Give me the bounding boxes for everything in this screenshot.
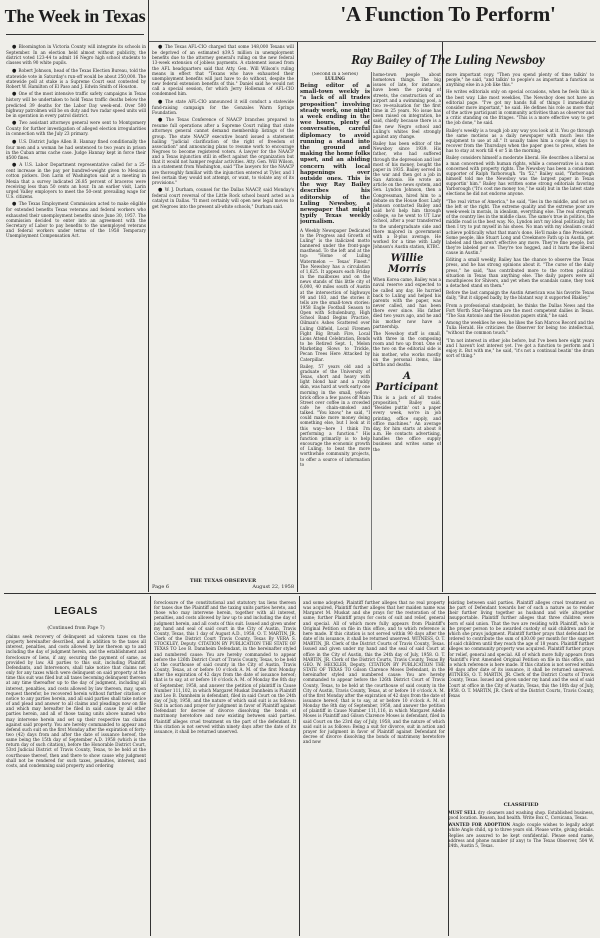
legals-column-2: foreclosure of the constitutional and statutory tax liens thereon for taxes due the Plaintiff and the taxing units parties hereto, and those who may intervene herein, together with all interest, penalties, and costs allowed by law up to and including the day of judgment herein, and all costs of this suit. Issued and given under my hand and seal of said court in the City of Austin, Travis County, Texas, this 1 day of August A.D., 1958. O. T. MARTIN, JR. Clerk of the District Court Travis County, Texas By VERA S. STOCKLEY, Deputy. CITATION BY PUBLICATION THE STATE OF TEXAS TO Leo B. Dannheim Defendant, in the hereinafter styled and numbered cause: You are hereby commanded to appear before the 126th District Court of Travis County, Texas, to be held at the courthouse of said county in the City of Austin, Travis County, Texas, at or before 10 o'clock A. M. of the first Monday after the expiration of 42 days from the date of issuance hereof; that is to say, at or before 10 o'clock A. M. of Monday the 8th day of September, 1958, and answer the petition of plaintiff in Cause Number 111,102, in which Margaret Muskat Dannheim is Plaintiff and Leo B. Dannheim is defendant, filed in said Court on the 24th day of July, 1958, and the nature of which said suit is as follows: Suit in action and prayer for judgment in favor of Plaintiff against Defendant for decree of divorce dissolving the bonds of matrimony heretofore and now existing between said parties. Plaintiff alleges cruel treatment on the part of the defendant. If this citation is not served within ninety days after the date of its issuance, it shall be returned unserved. [154, 600, 296, 734]
body-paragraph: "I'm not interest in other jobs before, but I've been here eight years and I haven't lost interest yet. I've got a function to perform and I enjoy it. But with me," he said, "it's not a continual beatin' the drum sort of thing." [446, 337, 594, 358]
body-paragraph: Bailey has been editor of the Newsboy since 1939. His father, who had suffered through the depression and lost most of his money, bought the paper in 1935. Bailey served in the war and then got a job in San Antonio. He wrote an article on the news system, and Sen. Lyndon Johnson, then a Congressman, hired him to a debate on the House floor. Lady Johnson contacted Bailey and said he'd help him through college, so he went to UT Law School, after a year transferred to the undergraduate side and there majored in government with a B-plus average. He worked for a time with Lady Johnson's Austin station, KTBC. [373, 141, 441, 250]
body-paragraph: He writes editorials only on special occasions, when he feels this is the best way. Like most weeklies, The Newsboy does not have an editorial page. "I've got my hands full of things I immediately consider more important," he said. He defines his role as more that of the active participant in community activities than as observer and a critic standing on the fringes. "This is a more effective way to get the job done," he said. [446, 89, 594, 126]
week-item: ● The Texas Employment Commission acted to make eligible for extended benefits Texas veterans and federal workers who exhausted their unemployment benefits since June 30, 1957. The commission decided to enter into an agreement with the Secretary of Labor to pay benefits to the unemployed veterans and federal workers under terms of the 1958 Temporary Unemployment Compensation Act. [6, 201, 146, 238]
issue-date: August 22, 1958 [252, 584, 294, 590]
week-item: ● U.S. District Judge Allen B. Hannay fined conditionally the four men and a woman he had sentenced to two years in prison in the Cuban arms cache case. Judge Hannay kept in force their $500 fines. [6, 139, 146, 161]
week-column-left [6, 44, 146, 590]
body-paragraph: Bailey's weekly is a tough job any way you look at it. You go through the same motions as a daily newspaper with much less the equipment to use at all." It usually takes him a couple of days to recover from the Thursdays when the paper goes to press, when he has to stay at work till 4 or 5 in the morning. [446, 127, 594, 154]
ad-heading: WANTED FOR ADOPTION [448, 822, 511, 828]
body-paragraph: "The real virtue of America," he said, "lies in the middle, and not on the left or the right. The extreme quality and the extreme poor are week-week in morals, in idealism, everything else. The real strength of the country lies in the middle class. The same's true in politics, the middle road is the best way. No, Lyndon isn't my ideal politically, but then I try to put myself in his shoes. No man with my idealism could achieve politically what that man's done. He'll make a fine President. Some people, like Stuart Long and Creekmore Fath up in Austin, get labeled and then aren't effective any more. They're fine people, but they're labeled per se. They're too hogged, and it hurts the liberal cause in Austin." [446, 198, 594, 256]
ad-text: dry cleaners and washing shop. Established business, good location. Reason, bad health. Write Box C, Corsicana, Texas. [448, 810, 594, 821]
feature-subhead: Ray Bailey of The Luling Newsboy [351, 52, 545, 67]
page-number: Page 6 [152, 584, 170, 590]
column-rule [442, 42, 443, 592]
feature-column-1 [300, 72, 370, 590]
publication-name: THE TEXAS OBSERVER [189, 578, 257, 584]
classified-header: CLASSIFIED [503, 802, 539, 808]
feature-column-3 [446, 72, 594, 590]
body-paragraph: Before the last campaign the Austin American was his favorite Texas daily, "But it slipped badly, by the blatant way it supported Blakley." [446, 290, 594, 301]
legals-column-3: and some adopted; Plaintiff further alleges that no real property was acquired, Plaintiff further alleges that her maiden name was Margaret M. Muskat and she prays for the restoration of the same; further Plaintiff prays for costs of suit and relief, general and special. All of which more fully appears from Plaintiff's Original Petition on file in this office, and to which reference is here made. If this citation is not served within 90 days after the date of its issuance, it shall be returned unserved. WITNESS, O. T. MARTIN, JR. Clerk of the District Courts of Travis County, Texas. Issued and given under my hand and the seal of said Court at office in the City of Austin, this the 24th day of July, 1958. O. T. MARTIN, JR. Clerk of the District Courts, Travis County, Texas By GEO. W. HECKLER, Deputy. CITATION BY PUBLICATION THE STATE OF TEXAS TO Gilson Clarence Moses Defendant, in the hereinafter styled and numbered cause: You are hereby commanded to appear before the 126th District Court of Travis County, Texas, to be held at the courthouse of said county in the City of Austin, Travis County, Texas, at or before 10 o'clock A. M. of the first Monday after the expiration of 42 days from the date of issuance hereof; that is to say, at or before 10 o'clock A. M. of Monday the 8th day of September, 1958, and answer the petition of plaintiff in Cause Number 111,116, in which Margaret Adelle Moses is Plaintiff and Gilson Clarence Moses is defendant, filed in said Court on the 23rd day of July, 1958, and the nature of which said suit is as follows: Being a suit for divorce, suit in action and prayer for judgment in favor of Plaintiff against Defendant for decree of divorce dissolving the bonds of matrimony heretofore and now [303, 600, 445, 745]
week-column-right [152, 44, 294, 574]
week-item: ● A U.S. Labor Department representative called for a 25-cent increase in the pay per hundred-weight given to Mexican cotton pickers. Don Larin of Washington said at a meeting in Mexia that a survey indicated 26.85 percent of braceros were receiving less than 50 cents an hour. In an earlier visit, Larin urged Valley employers to meet the 50-cent prevailing wage for U.S. citizens. [6, 162, 146, 199]
body-paragraph: home-town people about hometown things. The big issues of late, for instance, have been the paving of streets, the construction of an airport and a swimming pool, a two re-evaluation for the first time in 25 years. No issue has been raised on integration, he said, chiefly because there is a fine new Negro school and Luling's whites feel strongly against any change. [373, 72, 441, 139]
series-note: (Second in a Series) [312, 72, 358, 77]
legal-notice: existing between said parties. Plaintiff alleges cruel treatment on the part of Defendant towards her of such a nature as to render their further living together as husband and wife altogether insupportable. Plaintiff further alleges that three children were born of said union. That the two are residing with Plaintiff, who is the proper person to be awarded custody of said children and for which she prays judgment. Plaintiff further prays that defendant be ordered to contribute the sum of $30.00 per month for the support of said children until they reach the age of 18 years. Plaintiff further alleges no community property was acquired. Plaintiff further prays for relief, general and special. All of which more fully appears from Plaintiff's First Amended Original Petition on file in this office, and to which reference is here made. If this citation is not served within 90 days after date of its issuance, it shall be returned unserved. WITNESS, O. T. MARTIN, JR. Clerk of the District Courts of Travis County, Texas. Issued and given under my hand and the seal of said Court at office in the City of Austin, Texas, this the 18th day of July, 1958. O. T. MARTIN, JR. Clerk of the District Courts, Travis County, Texas [448, 600, 594, 698]
column-rule [371, 72, 372, 590]
body-paragraph: The Newsboy staff is small, with three in the composing room and two up front. One of the two on the editorial side is his mother, who works mostly on the personal items, like births and deaths. [373, 330, 441, 367]
week-title: The Week in Texas [4, 6, 146, 26]
section-divider [4, 593, 596, 594]
feature-headline: 'A Function To Perform' [340, 2, 556, 26]
legals-title: LEGALS [54, 606, 98, 617]
continued-note: (Continued from Page 7) [47, 626, 105, 631]
column-rule [148, 0, 149, 592]
body-paragraph: From a professional standpoint, he thinks the Dallas News and the Fort Worth Star-Telegram are the most competent dailies in Texas. "The San Antonio and the Houston papers stink," he said. [446, 302, 594, 318]
feature-column-2 [373, 72, 441, 590]
week-item: ● The Texas AFL-CIO charged that some 148,000 Texans will be deprived of an estimated $39.5 million in unemployment benefits due to the attorney general's ruling on the new federal 13-week extension of jobless payments. A statement issued from the AFL headquarters said that Atty. Gen. Will Wilson's ruling means in effect that "Texans who have exhausted their unemployment benefits will just have to do without, despite the new federal extension benefits of this." Daniel said he would not call a special session, for which Jerry Holleman of AFL-CIO condemned him. [152, 44, 294, 97]
subhead-participant: A Participant [375, 370, 439, 393]
week-item: ● Bloomington in Victoria County will integrate its schools in September. In an election held almost without publicity, the district voted 123-44 to admit 16 Negro high school students to classes with 90 white pupils. [6, 44, 146, 66]
week-headline-box [4, 0, 146, 42]
subhead-willie-morris: Willie Morris [388, 253, 426, 276]
column-rule [297, 42, 298, 592]
body-paragraph: Among the weeklies he sees, he likes the San Marcos Record and the Tulia Herald. He criticizes the Observer for being too intellectual, "without the common touch." [446, 320, 594, 336]
legals-column-4 [448, 600, 594, 934]
week-item: ● The Texas Conference of NAACP branches prepared to resume full operations after a Supreme Court ruling that state attorneys general cannot demand membership listings of the group. The state NAACP executive board issued a statement hailing "judicial clarification of the right of freedom of association" and announcing plans to resume work to encourage Negroes to become registered voters. A lawyer for the NAACP and a Texas injunction still in effect against the organization but that it would not hamper regular activities. Atty. Gen. Will Wilson, in a statement from Washington, said "The lawyers for the NAACP are thoroughly familiar with the injunction entered at Tyler, and I feel certain they would not attempt, or want, to violate any of its provisions." [152, 117, 294, 185]
title-underline [6, 34, 144, 35]
body-paragraph: Bailey considers himself a moderate liberal. He describes a liberal as a man concerned with human rights, while a conservative is a man concerned with property rights. The Newsboy has been a consistent supporter of Ralph Yarborough. "In '52," Bailey said, "Yarborough himself told me the Newsboy was the largest paper in Texas supportin' him." Bailey has written some strong editorials favoring Yarborough ("It's cost me money too," he said) but in the latest state elections he did not endorse anyone. [446, 155, 594, 197]
page-footer [152, 578, 294, 590]
ad-heading: MUST SELL [448, 810, 477, 815]
body-paragraph: more important copy. "Then you spend plenty of time talkin' to people," he said, "and talkin' to people's as important a function as anything else in a job like this." [446, 72, 594, 88]
ad-text: Anglo couple wishes to legally adopt white Anglo child, up to three years old. Please write, giving details. Replies are assured to be kept confidential. Please send name, address and phone number (if any) to The Texas Observer, 504 W. 24th, Austin 5, Texas. [448, 822, 594, 848]
body-paragraph: Editing a small weekly, Bailey has the chance to observe the Texas press, and he has strong opinions about it. "The curse of the daily press," he said, "has contributed more to the rotten political situation in Texas than anything else. The daily papers were all mouthpieces for Shivers, and yet when the scandals came, they took a detached stand on them." [446, 257, 594, 289]
body-paragraph: When Korea came, Bailey was a naval reserve and expected to be called any day. He hurried back to Luling and helped his parents with the paper, was never called, and has been there ever since. His father died two years ago, and he and his mother now have a partnership. [373, 277, 441, 329]
week-item: ● Robert Johnson, head of the Texas Election Bureau, told the statewide vote in Saturday's run-off would be about 250,000. The statewide poll at stake is a Supreme Court seat contested by Robert W. Hamilton of El Paso and J. Edwin Smith of Houston. [6, 68, 146, 90]
legals-column-1: claims seek recovery of delinquent ad valorem taxes on the property hereinafter described, and in addition to the taxes all interest, penalties, and costs allowed by law thereon up to and including the day of judgment herein, and the establishment and foreclosure of liens, if any, securing the payment of same, as provided by law. All parties to this suit, including Plaintiff, Defendants, and Intervenors, shall take notice that claims not only for any taxes which were delinquent on said property at the time this suit was filed but all taxes becoming delinquent thereon at any time thereafter up to the day of judgment, including all interest, penalties, and costs allowed by law thereon, may, upon request therefor, be recovered herein without further citation or notice to any parties herein, and all said parties shall take notice of and plead and answer to all claims and pleadings now on file and which may hereafter be filed in said cause by all other parties herein, and all of those taxing units above named who may intervene herein and set up their respective tax claims against said property. You are hereby commanded to appear and defend such suit on the first Monday after the expiration of forty-two (42) days from and after the date of issuance hereof, the same being the 15th day of September A.D. 1958 (which is the return day of such citation), before the Honorable District Court, 53rd Judicial District of Travis County, Texas, to be held at the courthouse thereof, then and there to show cause why judgment shall not be rendered for such taxes, penalties, interest, and costs, and condemning said property and ordering [6, 634, 146, 768]
body-paragraph: Bailey, 57 years old and a graduate of the University of Texas, short and heavy with light blond hair and a ruddy skin, was hard at work early one morning in the small, yellow-brick office a few paces off Main Street over coffee in a crowded cafe he chain-smoked and talked. "You know," he said, "I could make more money doing something else, but I look at it this way—here I think I'm performing a function." His function primarily is to help encourage the economic growth of Luling, to beat the more worthwhile community projects, to offer a source of information to [300, 363, 370, 467]
column-rule [299, 596, 300, 936]
week-item: ● W. J. Durham, counsel for the Dallas NAACP, said Monday's federal court reversal of the Little Rock school board acted as a catalyst in Dallas. "It most certainly will open new legal moves to get Negroes into the present all-white schools," Durham said. [152, 187, 294, 209]
week-item: ● One of the most intensive traffic safety campaigns in Texas history will be undertaken to hold Texas traffic deaths below the predicted 39 deaths for the Labor Day week-end. Over 500 highway patrolmen will be on duty and two radar speed units will be in operation in every patrol district. [6, 91, 146, 118]
body-paragraph: A Weekly Newspaper Dedicated to the Progress and Growth of Luling" is the italicized motto bannered under the front-page masthead. To the left and at the top: "Home of Luling Watermelon — Texas' Finest." The Newsboy has a circulation of 1,625. It appears each Friday in the mailboxes and on the news stands of this little city of 6,000, 40 miles south of Austin at the intersection of highways 90 and 183, and the stories it tells are the small-town stories: 1958 Eagle Football Season to Open with Schulenburg, High School Band Begins Practice, Oilman's Ashes Scattered over Luling Oilfield, Local Firemen Fight Big Brush Fire, Local Lions Attend Celebration, Bonds to be Retired Sept. 1, Melon Marketing Slows to Trickle, Pecan Trees Here Attacked by Caterpillar. [300, 227, 370, 362]
week-item: ● Two assistant attorneys general were sent to Montgomery County for further investigation of alleged election irregularities in connection with the July 23 primary. [6, 120, 146, 136]
column-rule [150, 596, 151, 936]
dateline: LULING [324, 77, 346, 82]
body-paragraph: This is a jack of all trades proposition," Bailey said. "Besides puttin' out a paper every week, we're in job printing, office supply, and office machines." An average day, for him starts at about 8 a.m. He contacts advertising, handles the office supply business and writes some of the [373, 394, 441, 452]
lead-paragraph: Being editor of a small-town weekly is "a lack of all trades proposition" involving steady work, one night a week ending in the wee hours, plenty of conversation, careful diplomacy to avoid running a stand into the ground and making the home folks upset, and an abiding concern with local happenings over outside ones. This is the way Ray Bailey describes his editorship of the Luling Newsboy, a newspaper that might typify Texas weekly journalism. [300, 83, 370, 226]
week-item: ● The state AFL-CIO announced it will conduct a statewide fund-raising campaign for the Gonzales Warm Springs Foundation. [152, 99, 294, 115]
headline-rule [148, 41, 596, 42]
